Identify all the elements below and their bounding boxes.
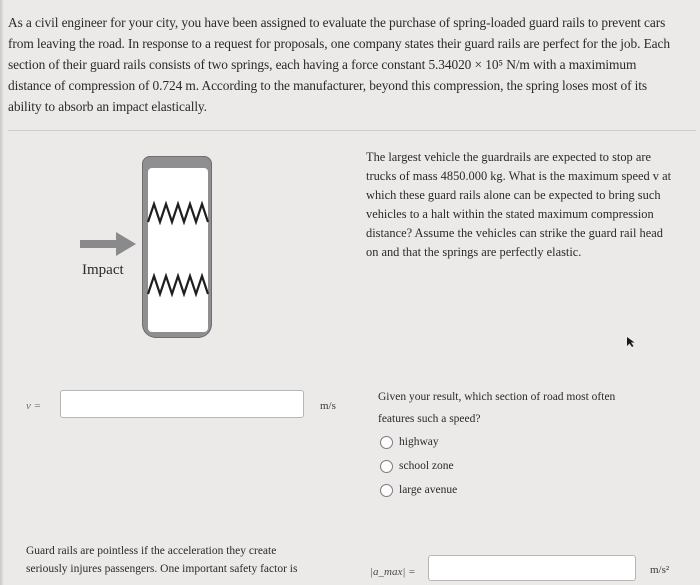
spring-icon (146, 200, 216, 228)
safety-line: seriously injures passengers. One important safety factor is (26, 563, 298, 575)
acceleration-unit: m/s² (650, 564, 670, 576)
option-highway[interactable] (380, 430, 678, 454)
option-label: highway (399, 436, 439, 448)
option-label: large avenue (399, 484, 458, 496)
page-edge-shadow (0, 0, 4, 585)
radio-button[interactable] (380, 460, 393, 473)
radio-button[interactable] (380, 484, 393, 497)
road-question-line: features such a speed? (378, 413, 481, 425)
mouse-cursor-icon (626, 336, 636, 348)
divider (8, 130, 696, 131)
option-large-avenue[interactable] (380, 478, 678, 502)
intro-line: from leaving the road. In response to a request for proposals, one company states their guard rails are perfect for the job. Each (8, 36, 670, 51)
speed-label: v = (26, 400, 42, 412)
intro-line: section of their guard rails consists of two springs, each having a force constant 5.34020 × 10⁵ N/m with a maximimum (8, 57, 637, 72)
safety-text (26, 542, 356, 578)
acceleration-label: |a_max| = (370, 566, 416, 578)
spring-icon (146, 272, 216, 300)
option-label: school zone (399, 460, 454, 472)
question-line: vehicles to a halt within the stated maximum compression (366, 207, 654, 221)
safety-line: Guard rails are pointless if the acceleration they create (26, 545, 277, 557)
radio-button[interactable] (380, 436, 393, 449)
road-question-line: Given your result, which section of road most often (378, 391, 616, 403)
question-line: which these guard rails alone can be expected to bring such (366, 188, 661, 202)
road-question (378, 386, 678, 502)
intro-line: ability to absorb an impact elastically. (8, 99, 207, 114)
intro-line: As a civil engineer for your city, you have been assigned to evaluate the purchase of spring-loaded guard rails to prevent cars (8, 15, 666, 30)
impact-arrow-icon (80, 232, 140, 256)
acceleration-input[interactable] (428, 555, 636, 581)
question-line: on and that the springs are perfectly elastic. (366, 245, 582, 259)
problem-intro (8, 12, 693, 117)
intro-line: distance of compression of 0.724 m. According to the manufacturer, beyond this compression, the spring loses most of its (8, 78, 648, 93)
question-line: The largest vehicle the guardrails are expected to stop are (366, 150, 651, 164)
question-line: distance? Assume the vehicles can strike the guard rail head (366, 226, 663, 240)
speed-unit: m/s (320, 400, 336, 412)
guard-rail-panel (148, 168, 208, 332)
guard-rail-diagram (70, 150, 230, 350)
speed-input[interactable] (60, 390, 304, 418)
option-school-zone[interactable] (380, 454, 678, 478)
impact-label: Impact (82, 262, 124, 278)
speed-question (366, 148, 686, 262)
question-line: trucks of mass 4850.000 kg. What is the maximum speed v at (366, 169, 672, 183)
speed-answer-row (20, 390, 350, 420)
